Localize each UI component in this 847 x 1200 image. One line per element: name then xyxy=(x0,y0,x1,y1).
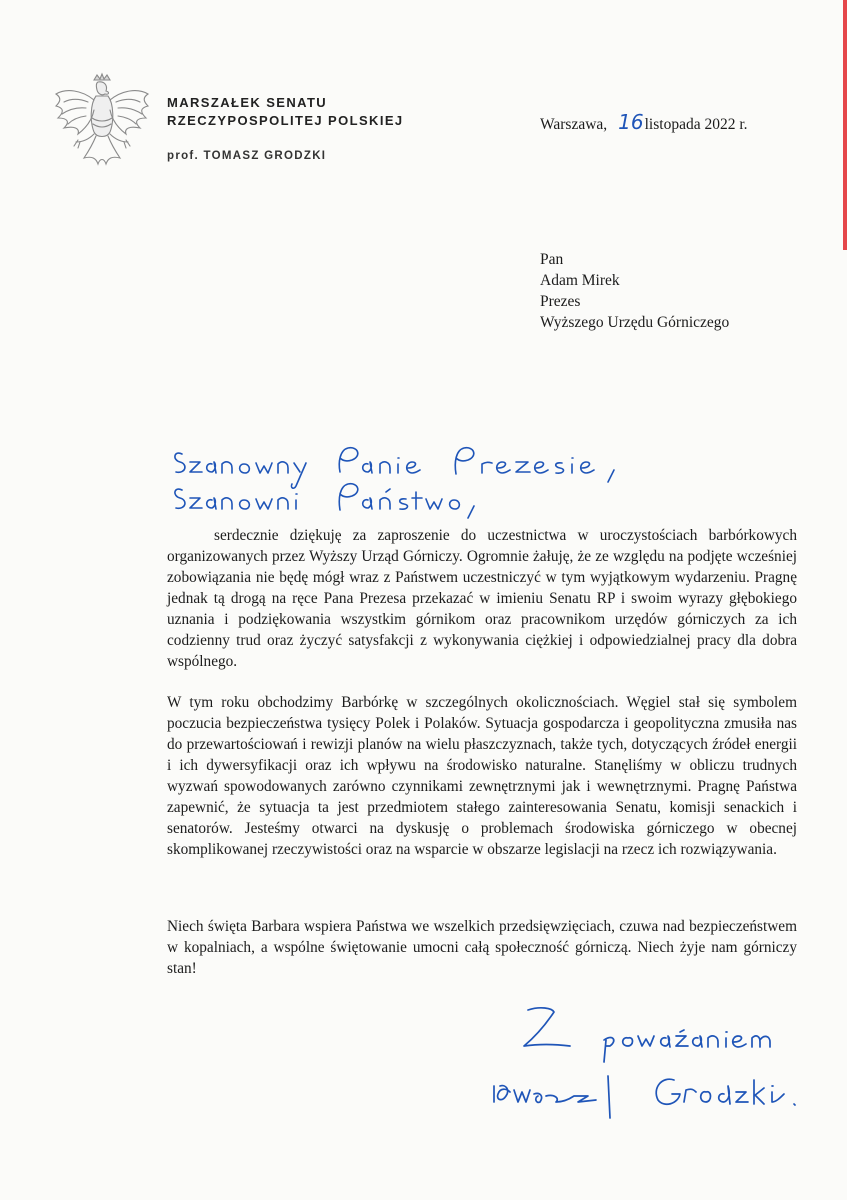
issuer-title-line-2: RZECZYPOSPOLITEJ POLSKIEJ xyxy=(167,113,404,128)
issuer-name: prof. TOMASZ GRODZKI xyxy=(167,150,327,162)
recipient-block xyxy=(540,249,729,333)
recipient-salutation: Pan xyxy=(540,251,564,268)
letter-paragraph-1: serdecznie dziękuję za zaproszenie do uczestnictwa w uroczystościach barbórkowych organizowanych przez Wyższy Urząd Górniczy. Ogromnie żałuję, że ze względu na podjęte wcześniej zobowiązania nie będę mógł wraz z Państwem uczestniczyć w tym wyjątkowym wydarzeniu. Pragnę jednak tą drogą na ręce Pana Prezesa przekazać w imieniu Senatu RP i swoim wyrazy głębokiego uznania i podziękowania wszystkim górnikom oraz pracownikom urzędów górniczych za ich codzienny trud oraz życzyć satysfakcji z wykonywania ciężkiej i odpowiedzialnej pracy dla dobra wspólnego. xyxy=(167,527,797,670)
issuer-title-line-1: MARSZAŁEK SENATU xyxy=(167,95,328,110)
recipient-title: Prezes xyxy=(540,293,581,310)
handwritten-signature xyxy=(488,1000,808,1120)
letter-paragraph-3: Niech święta Barbara wspiera Państwa we wszelkich przedsięwzięciach, czuwa nad bezpieczeństwem w kopalniach, a wspólne świętowanie umocni całą społeczność górniczą. Niech żyje nam górniczy stan! xyxy=(167,918,797,977)
letter-date xyxy=(540,110,748,134)
recipient-name: Adam Mirek xyxy=(540,272,620,289)
white-eagle-emblem-icon xyxy=(52,72,152,172)
date-day-handwritten: 16 xyxy=(618,110,644,134)
handwritten-greeting xyxy=(168,440,638,520)
issuer-title xyxy=(167,94,404,130)
date-month-year: listopada 2022 r. xyxy=(644,116,748,133)
recipient-institution: Wyższego Urzędu Górniczego xyxy=(540,314,730,331)
page-edge-mark xyxy=(843,0,847,250)
letter-paragraph-2: W tym roku obchodzimy Barbórkę w szczególnych okolicznościach. Węgiel stał się symbolem poczucia bezpieczeństwa tysięcy Polek i Polaków. Sytuacja gospodarcza i geopolityczna zmusiła nas do przewartościowań i rewizji planów na wielu płaszczyznach, także tych, dotyczących źródeł energii i ich dywersyfikacji oraz ich wpływu na środowisko naturalne. Stanęliśmy w obliczu trudnych wyzwań spowodowanych zarówno czynnikami zewnętrznymi jak i wewnętrznymi. Pragnę Państwa zapewnić, że sytuacja ta jest przedmiotem stałego zainteresowania Senatu, komisji senackich i senatorów. Jesteśmy otwarci na dyskusję o problemach środowiska górniczego w obecnej skomplikowanej rzeczywistości oraz na wsparcie w obszarze legislacji na rzecz ich rozwiązywania. xyxy=(167,694,797,858)
date-city: Warszawa, xyxy=(540,116,608,133)
